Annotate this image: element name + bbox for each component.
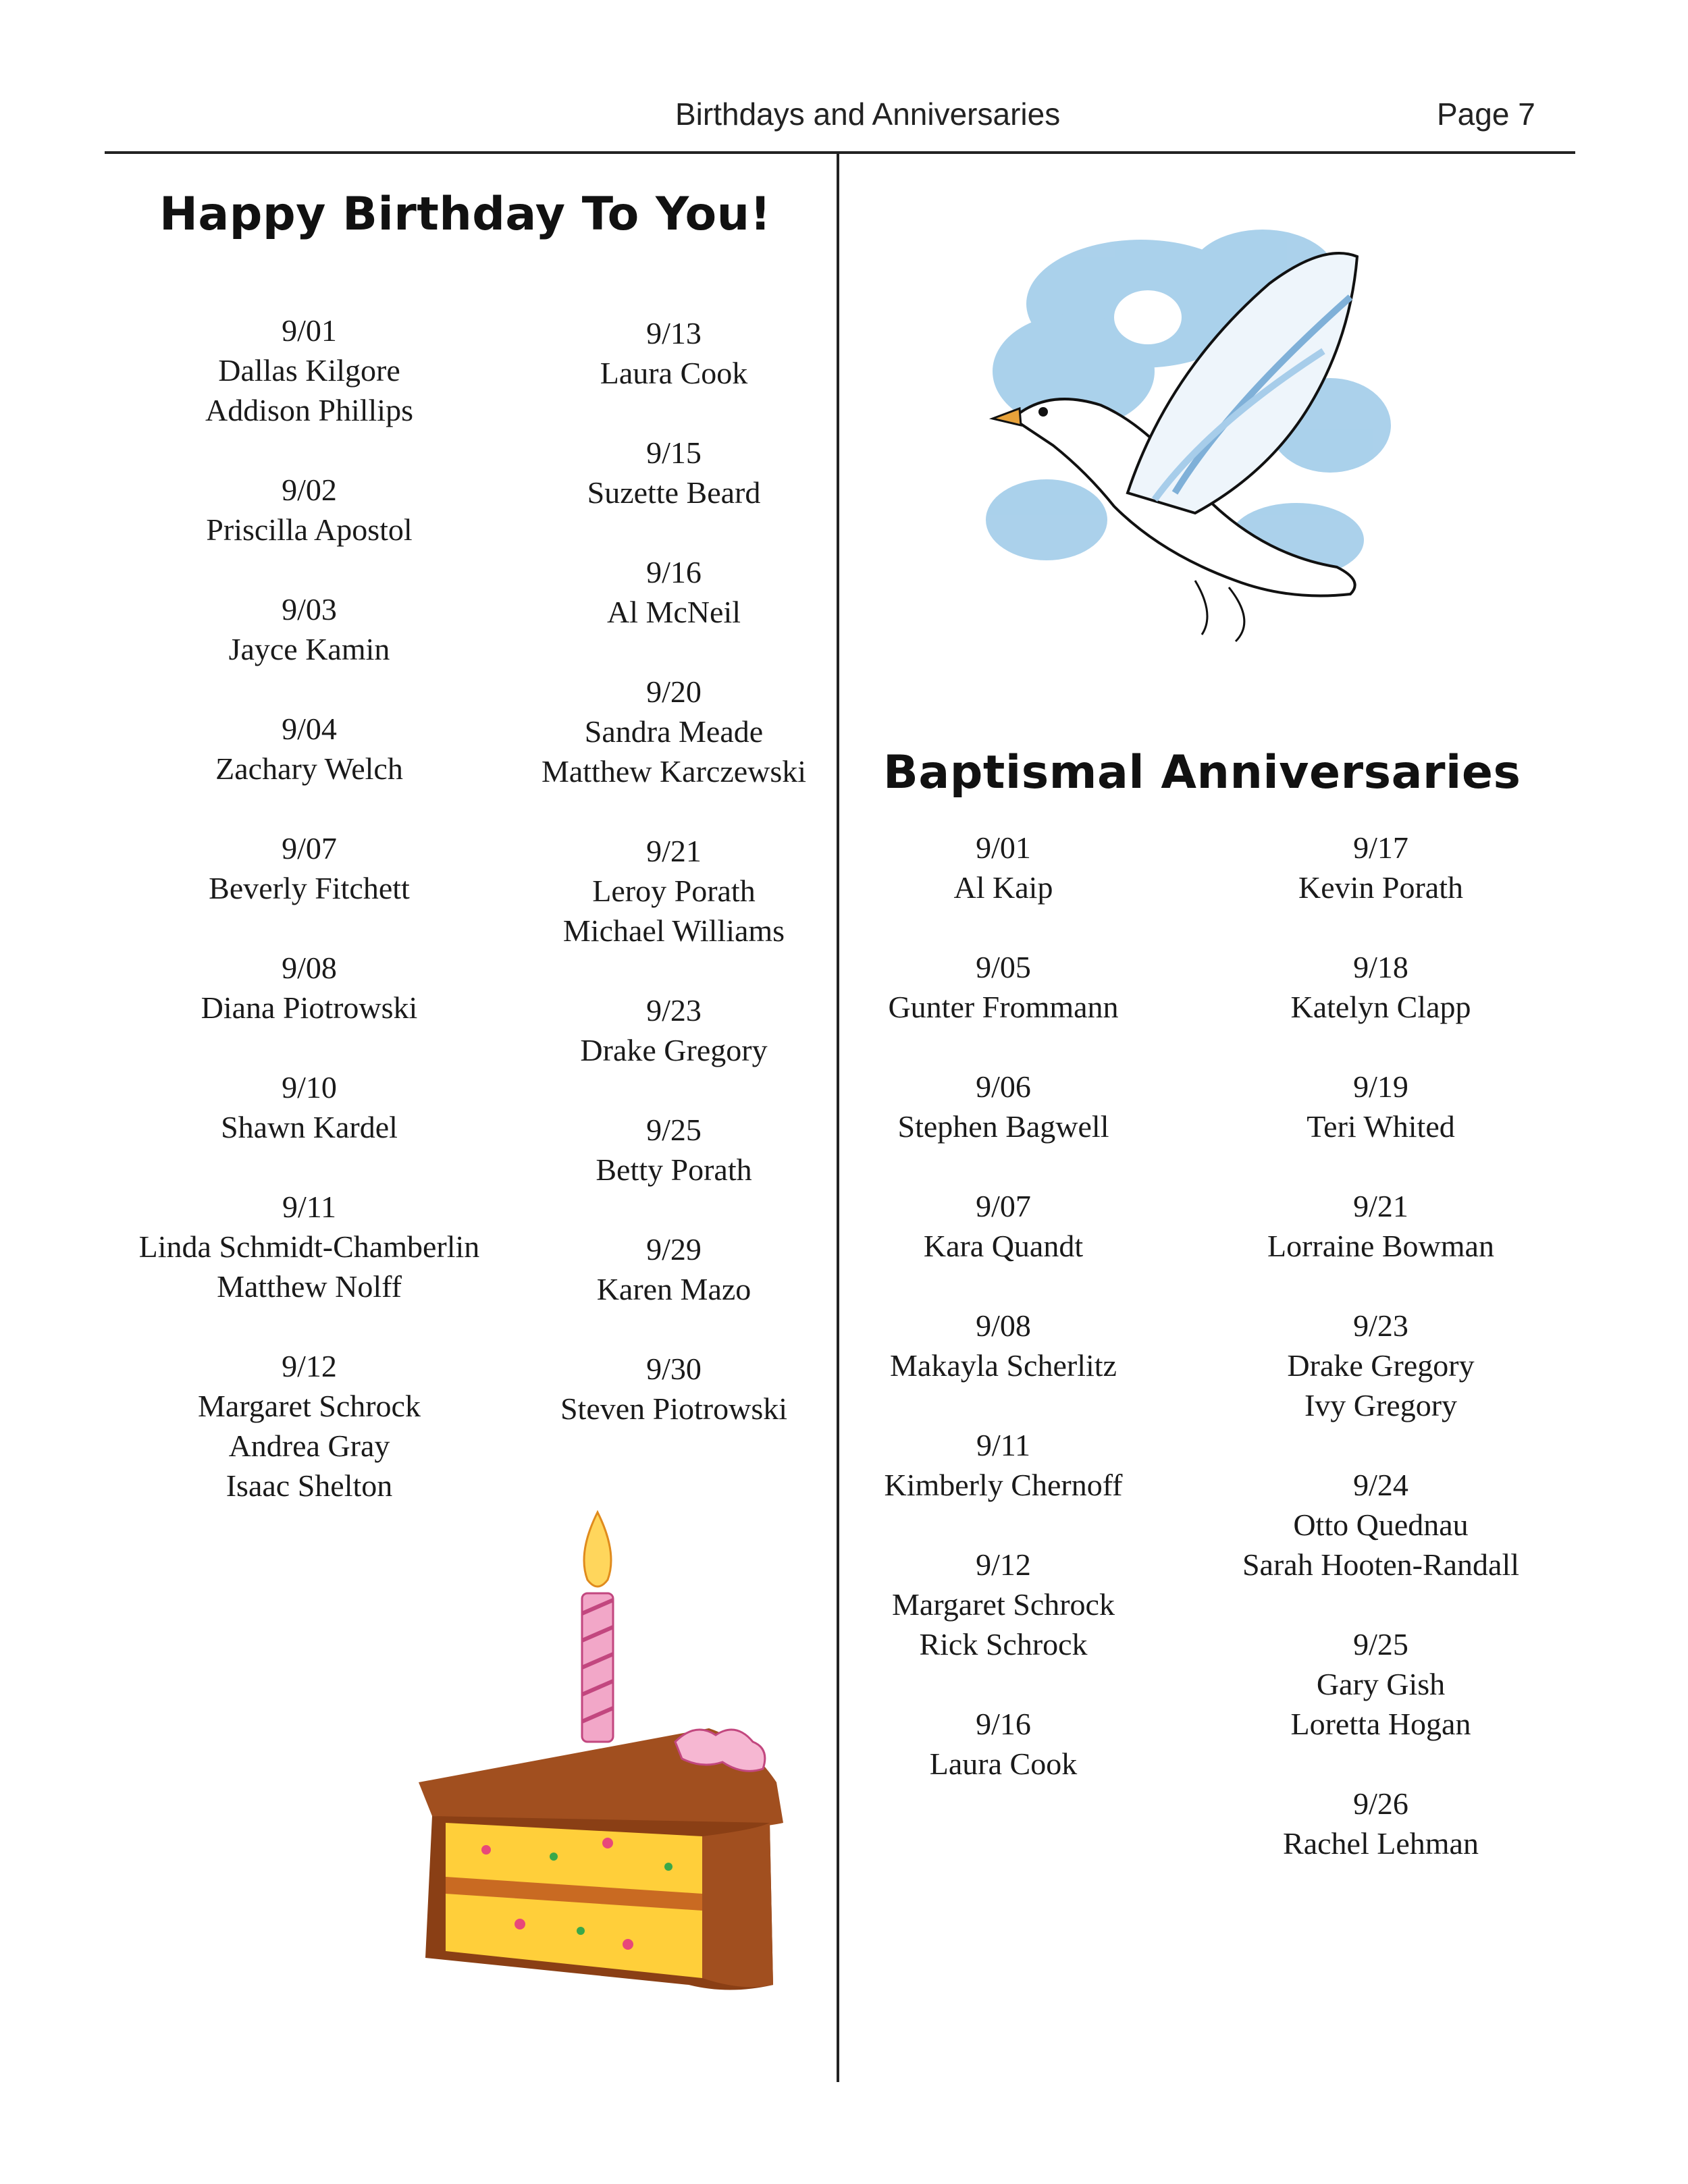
entry-name: Margaret Schrock xyxy=(892,1587,1115,1622)
entry-date: 9/29 xyxy=(646,1232,702,1267)
entry-date: 9/24 xyxy=(1353,1468,1408,1502)
entry-name: Addison Phillips xyxy=(205,393,413,427)
entry-name: Drake Gregory xyxy=(1287,1348,1475,1383)
list-item xyxy=(794,828,1213,907)
entry-date: 9/11 xyxy=(282,1190,337,1224)
entry-date: 9/18 xyxy=(1353,950,1408,984)
entry-name: Karen Mazo xyxy=(596,1272,751,1306)
entry-date: 9/11 xyxy=(976,1428,1031,1462)
entry-date: 9/06 xyxy=(976,1069,1031,1104)
list-item xyxy=(465,313,883,393)
entry-name: Diana Piotrowski xyxy=(201,990,418,1025)
list-item xyxy=(465,552,883,632)
entry-date: 9/13 xyxy=(646,316,702,350)
entry-name: Betty Porath xyxy=(596,1152,752,1187)
list-item xyxy=(1171,1624,1590,1744)
entry-date: 9/08 xyxy=(976,1308,1031,1343)
entry-date: 9/23 xyxy=(1353,1308,1408,1343)
list-item xyxy=(1171,1306,1590,1425)
entry-name: Kimberly Chernoff xyxy=(884,1468,1123,1502)
list-item xyxy=(1171,828,1590,907)
entry-name: Dallas Kilgore xyxy=(218,353,400,388)
entry-date: 9/30 xyxy=(646,1352,702,1386)
entry-name: Suzette Beard xyxy=(587,475,761,510)
entry-date: 9/16 xyxy=(646,555,702,589)
list-item xyxy=(100,828,519,908)
list-item xyxy=(100,948,519,1028)
list-item xyxy=(100,311,519,430)
baptismal-list-col2 xyxy=(1171,828,1590,1903)
entry-date: 9/15 xyxy=(646,435,702,470)
entry-name: Teri Whited xyxy=(1307,1109,1455,1144)
list-item xyxy=(794,1545,1213,1664)
entry-name: Laura Cook xyxy=(929,1747,1078,1781)
entry-name: Loretta Hogan xyxy=(1290,1707,1471,1741)
entry-name: Gunter Frommann xyxy=(888,990,1119,1024)
entry-date: 9/25 xyxy=(1353,1627,1408,1661)
list-item xyxy=(465,672,883,791)
baptismal-heading: Baptismal Anniversaries xyxy=(883,746,1521,799)
list-item xyxy=(794,1067,1213,1146)
list-item xyxy=(100,589,519,669)
list-item xyxy=(100,1187,519,1306)
header-title: Birthdays and Anniversaries xyxy=(675,97,1061,132)
entry-name: Sarah Hooten-Randall xyxy=(1242,1547,1520,1582)
entry-date: 9/23 xyxy=(646,993,702,1028)
entry-name: Andrea Gray xyxy=(228,1429,390,1463)
entry-name: Katelyn Clapp xyxy=(1290,990,1471,1024)
entry-date: 9/19 xyxy=(1353,1069,1408,1104)
entry-name: Otto Quednau xyxy=(1293,1508,1469,1542)
entry-date: 9/12 xyxy=(976,1547,1031,1582)
list-item xyxy=(1171,1465,1590,1584)
entry-date: 9/02 xyxy=(282,473,337,507)
list-item xyxy=(100,470,519,550)
entry-date: 9/21 xyxy=(646,834,702,868)
entry-date: 9/01 xyxy=(976,830,1031,865)
entry-name: Steven Piotrowski xyxy=(560,1391,788,1426)
list-item xyxy=(1171,1067,1590,1146)
entry-name: Zachary Welch xyxy=(215,751,403,786)
entry-date: 9/07 xyxy=(976,1189,1031,1223)
entry-date: 9/16 xyxy=(976,1707,1031,1741)
entry-name: Lorraine Bowman xyxy=(1267,1229,1494,1263)
entry-name: Priscilla Apostol xyxy=(206,512,413,547)
entry-name: Sandra Meade xyxy=(584,714,764,749)
dove-icon xyxy=(972,203,1404,675)
entry-date: 9/03 xyxy=(282,592,337,627)
entry-name: Al Kaip xyxy=(953,870,1053,905)
list-item xyxy=(794,947,1213,1027)
list-item xyxy=(1171,1186,1590,1266)
list-item xyxy=(100,709,519,789)
entry-name: Matthew Karczewski xyxy=(541,754,807,789)
entry-date: 9/04 xyxy=(282,712,337,746)
entry-date: 9/01 xyxy=(282,313,337,348)
entry-date: 9/17 xyxy=(1353,830,1408,865)
birthday-cake-icon xyxy=(405,1499,790,1998)
list-item xyxy=(1171,1784,1590,1863)
entry-name: Beverly Fitchett xyxy=(209,871,410,905)
list-item xyxy=(465,433,883,512)
entry-name: Margaret Schrock xyxy=(198,1389,421,1423)
page-number: Page 7 xyxy=(1437,97,1535,132)
list-item xyxy=(100,1067,519,1147)
entry-name: Jayce Kamin xyxy=(228,632,390,666)
entry-name: Matthew Nolff xyxy=(217,1269,402,1304)
entry-name: Linda Schmidt-Chamberlin xyxy=(138,1229,480,1264)
entry-name: Leroy Porath xyxy=(592,874,756,908)
list-item xyxy=(794,1704,1213,1784)
entry-name: Drake Gregory xyxy=(580,1033,768,1067)
entry-name: Isaac Shelton xyxy=(226,1468,393,1503)
entry-name: Laura Cook xyxy=(600,356,748,390)
list-item xyxy=(794,1186,1213,1266)
header-divider xyxy=(105,151,1575,154)
entry-name: Ivy Gregory xyxy=(1304,1388,1458,1422)
entry-date: 9/05 xyxy=(976,950,1031,984)
birthday-list-col1 xyxy=(100,311,519,1545)
entry-name: Rick Schrock xyxy=(919,1627,1088,1661)
entry-name: Makayla Scherlitz xyxy=(890,1348,1117,1383)
entry-date: 9/07 xyxy=(282,831,337,865)
entry-date: 9/26 xyxy=(1353,1786,1408,1821)
entry-name: Shawn Kardel xyxy=(221,1110,398,1144)
birthday-heading: Happy Birthday To You! xyxy=(159,188,772,241)
entry-name: Kara Quandt xyxy=(923,1229,1084,1263)
list-item xyxy=(100,1346,519,1506)
entry-date: 9/08 xyxy=(282,951,337,985)
entry-name: Gary Gish xyxy=(1316,1667,1446,1701)
entry-name: Kevin Porath xyxy=(1298,870,1463,905)
list-item xyxy=(1171,947,1590,1027)
baptismal-list-col1 xyxy=(794,828,1213,1823)
entry-name: Michael Williams xyxy=(562,913,785,948)
entry-date: 9/10 xyxy=(282,1070,337,1104)
entry-date: 9/21 xyxy=(1353,1189,1408,1223)
entry-name: Rachel Lehman xyxy=(1283,1826,1479,1861)
list-item xyxy=(794,1425,1213,1505)
entry-date: 9/20 xyxy=(646,674,702,709)
entry-name: Al McNeil xyxy=(606,595,741,629)
entry-name: Stephen Bagwell xyxy=(897,1109,1109,1144)
entry-date: 9/25 xyxy=(646,1113,702,1147)
entry-date: 9/12 xyxy=(282,1349,337,1383)
list-item xyxy=(794,1306,1213,1385)
